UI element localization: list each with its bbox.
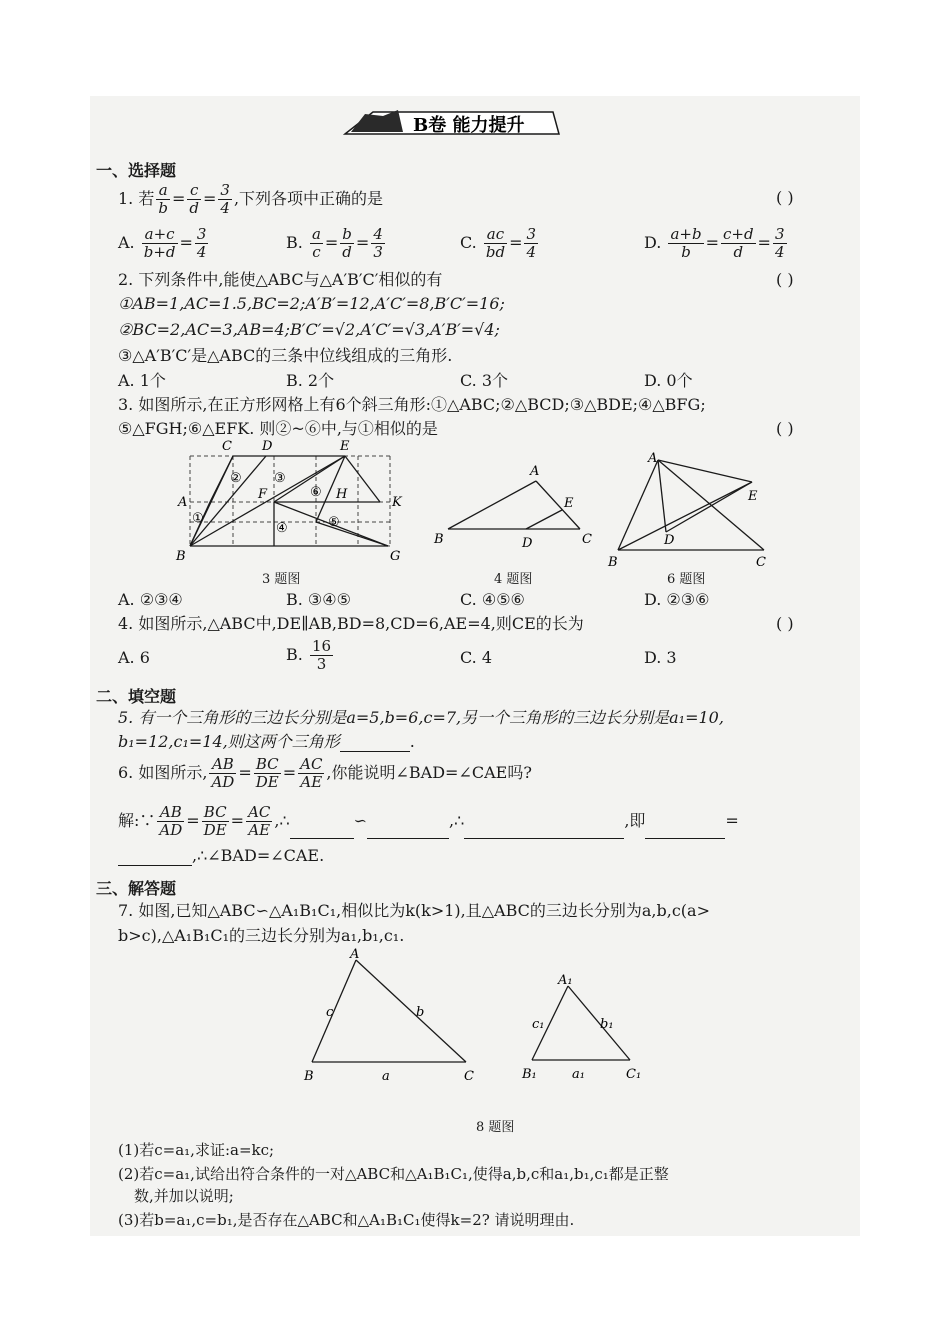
q6-blank-4[interactable] — [645, 822, 725, 839]
fig3-caption: 3 题图 — [262, 572, 301, 587]
q3-option-a[interactable]: A. ②③④ — [118, 590, 183, 609]
fig4-label-a: A — [530, 464, 540, 479]
q3-answer-paren[interactable]: ( ) — [776, 419, 794, 438]
fig3-num-6: ⑥ — [310, 485, 322, 500]
q3-option-c[interactable]: C. ④⑤⑥ — [460, 590, 525, 609]
fig3-label-h: H — [336, 487, 348, 502]
q2-condition-3: ③△A′B′C′是△ABC的三条中位线组成的三角形. — [118, 346, 453, 365]
section-fill: 二、填空题 — [96, 687, 177, 706]
q2-answer-paren[interactable]: ( ) — [776, 270, 794, 289]
fig3-num-5: ⑤ — [328, 515, 340, 530]
q7-subquestion-2a: (2)若c=a₁,试给出符合条件的一对△ABC和△A₁B₁C₁,使得a,b,c和a₁,b₁,c₁都是正整 — [118, 1165, 669, 1183]
fig3-label-c: C — [222, 439, 232, 454]
fig3-num-2: ② — [230, 471, 242, 486]
fig8-caption: 8 题图 — [476, 1120, 515, 1135]
fig3-num-4: ④ — [276, 521, 288, 536]
fig6-label-a: A — [648, 451, 658, 466]
fig8-big-label-b: B — [304, 1069, 314, 1084]
q2-condition-1: ①AB=1,AC=1.5,BC=2;A′B′=12,A′C′=8,B′C′=16; — [118, 294, 505, 313]
fig3-label-a: A — [178, 495, 188, 510]
q4-option-c[interactable]: C. 4 — [460, 648, 493, 667]
q2-condition-2: ②BC=2,AC=3,AB=4;B′C′=√2,A′C′=√3,A′B′=√4; — [118, 320, 500, 339]
fig8-big-label-c: C — [464, 1069, 474, 1084]
q1-stem: 1. 若 $\frac{a}{b}$ = $\frac{c}{d}$ = $\frac{3}{4}$ ,下列各项中正确的是 — [118, 181, 384, 217]
fig3-label-e: E — [340, 439, 350, 454]
fig8-small-side-c: c₁ — [532, 1017, 545, 1032]
q6-solution-line-2: ,∴∠BAD=∠CAE. — [118, 846, 324, 866]
q6-blank-3[interactable] — [464, 822, 624, 839]
q2-option-d[interactable]: D. 0个 — [644, 371, 693, 390]
figure-6 — [606, 446, 786, 568]
q5-line-1: 5. 有一个三角形的三边长分别是a=5,b=6,c=7,另一个三角形的三边长分别是a₁=10, — [118, 708, 724, 727]
q4-option-a[interactable]: A. 6 — [118, 648, 150, 667]
fig3-label-b: B — [176, 549, 186, 564]
q3-option-b[interactable]: B. ③④⑤ — [286, 590, 351, 609]
q6-solution-line-1: 解:∵ $\frac{AB}{AD}$ = $\frac{BC}{DE}$ = $\frac{AC}{AE}$ ,∴ ∽ ,∴ ,即 = — [118, 803, 739, 839]
fig4-label-c: C — [582, 532, 592, 547]
q4-option-d[interactable]: D. 3 — [644, 648, 677, 667]
fig8-small-label-c: C₁ — [626, 1067, 642, 1082]
fig3-label-f: F — [258, 487, 268, 502]
fig8-big-side-a: a — [382, 1069, 390, 1084]
fig6-label-c: C — [756, 555, 766, 568]
q5-blank[interactable] — [340, 735, 410, 752]
q3-stem-line-2: ⑤△FGH;⑥△EFK. 则②~⑥中,与①相似的是 — [118, 419, 438, 438]
q4-option-b[interactable]: B. $\frac{16}{3}$ — [286, 637, 332, 673]
q7-line-1: 7. 如图,已知△ABC∽△A₁B₁C₁,相似比为k(k>1),且△ABC的三边长分别为a,b,c(a> — [118, 901, 710, 920]
fig8-big-label-a: A — [350, 947, 360, 962]
q6-stem: 6. 如图所示, $\frac{AB}{AD}$ = $\frac{BC}{DE}$ = $\frac{AC}{AE}$ ,你能说明∠BAD=∠CAE吗? — [118, 755, 532, 791]
q6-blank-2[interactable] — [367, 822, 449, 839]
fig3-label-g: G — [390, 549, 401, 564]
q2-stem: 2. 下列条件中,能使△ABC与△A′B′C′相似的有 — [118, 270, 443, 289]
q6-blank-1[interactable] — [290, 822, 354, 839]
fig6-label-b: B — [608, 555, 618, 568]
header-banner — [343, 104, 563, 138]
fig4-label-e: E — [564, 496, 574, 511]
fig3-label-k: K — [392, 495, 402, 510]
q3-option-d[interactable]: D. ②③⑥ — [644, 590, 710, 609]
fig8-small-label-a: A₁ — [558, 973, 573, 988]
q7-subquestion-2b: 数,并加以说明; — [134, 1187, 234, 1205]
q1-option-d[interactable]: D. $\frac{a+b}{b}$ = $\frac{c+d}{d}$ = $\frac{3}{4}$ — [644, 225, 785, 261]
q6-blank-5[interactable] — [118, 849, 192, 866]
q1-option-a[interactable]: A. $\frac{a+c}{b+d}$ = $\frac{3}{4}$ — [118, 225, 207, 261]
q2-option-c[interactable]: C. 3个 — [460, 371, 509, 390]
q2-option-b[interactable]: B. 2个 — [286, 371, 335, 390]
fig4-caption: 4 题图 — [494, 572, 533, 587]
fig3-num-3: ③ — [274, 471, 286, 486]
section-choice: 一、选择题 — [96, 161, 177, 180]
q7-subquestion-3: (3)若b=a₁,c=b₁,是否存在△ABC和△A₁B₁C₁使得k=2? 请说明理由. — [118, 1211, 575, 1229]
q1-option-b[interactable]: B. $\frac{a}{c}$ = $\frac{b}{d}$ = $\frac{4}{3}$ — [286, 225, 383, 261]
fig8-small-side-a: a₁ — [572, 1067, 585, 1082]
fig4-label-b: B — [434, 532, 444, 547]
fig6-caption: 6 题图 — [667, 572, 706, 587]
fig4-label-d: D — [522, 536, 533, 551]
q5-line-2: b₁=12,c₁=14,则这两个三角形 . — [118, 732, 415, 751]
fig8-small-side-b: b₁ — [600, 1017, 614, 1032]
fig8-small-label-b: B₁ — [522, 1067, 537, 1082]
figure-3 — [170, 436, 410, 586]
fig8-big-side-b: b — [416, 1005, 425, 1020]
figure-4 — [430, 455, 600, 555]
q1-answer-paren[interactable]: ( ) — [776, 188, 794, 207]
fig6-label-d: D — [664, 533, 675, 548]
header-title: B卷 能力提升 — [413, 115, 525, 136]
q7-subquestion-1: (1)若c=a₁,求证:a=kc; — [118, 1141, 275, 1159]
fig8-big-side-c: c — [326, 1005, 334, 1020]
q7-line-2: b>c),△A₁B₁C₁的三边长分别为a₁,b₁,c₁. — [118, 926, 405, 945]
fig3-num-1: ① — [192, 511, 204, 526]
section-answer: 三、解答题 — [96, 879, 177, 898]
figure-8 — [296, 944, 656, 1094]
fig6-label-e: E — [748, 489, 758, 504]
q4-answer-paren[interactable]: ( ) — [776, 614, 794, 633]
q3-stem-line-1: 3. 如图所示,在正方形网格上有6个斜三角形:①△ABC;②△BCD;③△BDE;④△BFG; — [118, 395, 706, 414]
q1-option-c[interactable]: C. $\frac{ac}{bd}$ = $\frac{3}{4}$ — [460, 225, 537, 261]
q2-option-a[interactable]: A. 1个 — [118, 371, 166, 390]
fig3-label-d: D — [262, 439, 273, 454]
q4-stem: 4. 如图所示,△ABC中,DE∥AB,BD=8,CD=6,AE=4,则CE的长为 — [118, 614, 584, 633]
